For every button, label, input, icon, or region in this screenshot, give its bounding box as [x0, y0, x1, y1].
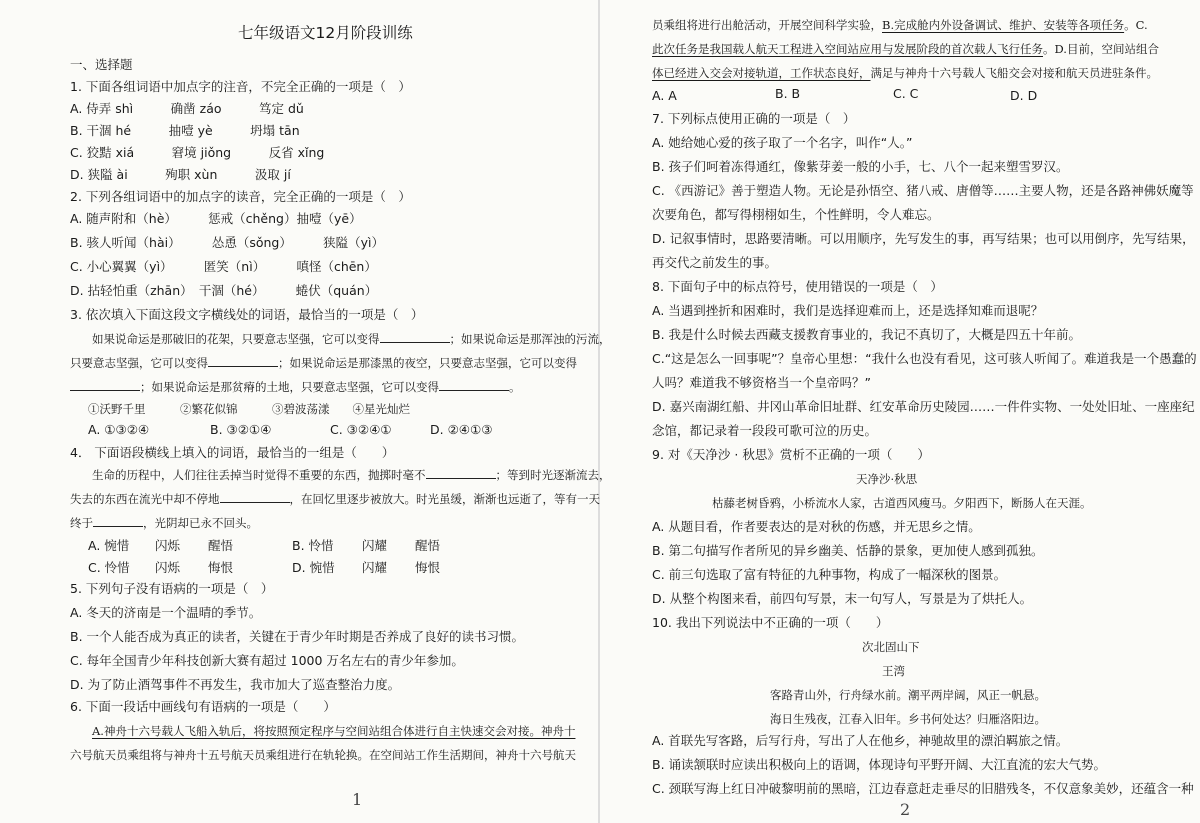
q4-choice: A. 惋惜 — [88, 538, 130, 553]
q3-choice-b: B. ③②①④ — [210, 422, 272, 437]
q2-option-d: D. 拈轻怕重（zhān） 干涸（hé） 蜷伏（quán） — [70, 283, 378, 298]
q4-passage-line: 生命的历程中，人们往往丢掉当时觉得不重要的东西，抛掷时毫不 ；等到时光逐渐流去， — [92, 468, 611, 482]
section-heading: 一、选择题 — [70, 57, 133, 72]
q10-poem-line: 海日生残夜，江春入旧年。乡书何处达？归雁洛阳边。 — [770, 712, 1046, 726]
q6-passage-line: 此次任务是我国载人航天工程进入空间站应用与发展阶段的首次载人飞行任务。D.目前，空间站组合 — [652, 42, 1159, 56]
q4-passage-line: 终于 ，光阴却已永不回头。 — [70, 516, 258, 530]
q10-option-b: B. 诵读颔联时应读出积极向上的语调，体现诗句平野开阔、大江直流的宏大气势。 — [652, 757, 1107, 772]
q8-option-c: C.“这是怎么一回事呢”？皇帝心里想：“我什么也没有看见，这可骇人听闻了。难道我是一个愚蠢的 — [652, 351, 1197, 366]
q4-choice: 闪烁 — [155, 538, 181, 553]
q8-option-a: A. 当遇到挫折和困难时，我们是选择迎难而上，还是选择知难而退呢？ — [652, 303, 1044, 318]
q2-option-c: C. 小心翼翼（yì） 匿笑（nì） 嗔怪（chēn） — [70, 259, 377, 274]
q2-option-a: A. 随声附和（hè） 惩戒（chěng）抽噎（yē） — [70, 211, 362, 226]
q7-option-d-cont: 再交代之前发生的事。 — [652, 255, 778, 270]
q10-option-a: A. 首联先写客路，后写行舟，写出了人在他乡，神驰故里的漂泊羁旅之情。 — [652, 733, 1069, 748]
q9-stem: 9. 对《天净沙 · 秋思》赏析不正确的一项（ ） — [652, 447, 930, 462]
q1-stem: 1. 下面各组词语中加点字的注音，不完全正确的一项是（ ） — [70, 79, 411, 94]
q9-poem-title: 天净沙·秋思 — [856, 472, 918, 486]
q2-option-b: B. 骇人听闻（hài） 怂恿（sǒng） 狭隘（yì） — [70, 235, 384, 250]
q4-choice: 悔恨 — [415, 560, 441, 575]
q3-passage-line: ；如果说命运是那贫瘠的土地，只要意志坚强，它可以变得 。 — [70, 378, 521, 396]
q1-option-a: A. 侍弄 shì 确凿 záo 笃定 dǔ — [70, 101, 304, 116]
q4-choice: 醒悟 — [415, 538, 441, 553]
q5-option-d: D. 为了防止酒驾事件不再发生，我市加大了巡查整治力度。 — [70, 677, 401, 692]
q7-stem: 7. 下列标点使用正确的一项是（ ） — [652, 111, 856, 126]
q4-choice: C. 怜惜 — [88, 560, 130, 575]
q5-option-c: C. 每年全国青少年科技创新大赛有超过 1000 万名左右的青少年参加。 — [70, 653, 464, 668]
q8-option-d: D. 嘉兴南湖红船、井冈山革命旧址群、红安革命历史陵园……一件件实物、一处处旧址、一座座纪 — [652, 399, 1195, 414]
q10-poem-author: 王湾 — [882, 664, 905, 678]
q6-choice-b: B. B — [775, 86, 801, 101]
q8-option-d-cont: 念馆，都记录着一段段可歌可泣的历史。 — [652, 423, 878, 438]
q3-stem: 3. 依次填入下面这段文字横线处的词语，最恰当的一项是（ ） — [70, 307, 424, 322]
q3-choice-d: D. ②④①③ — [430, 422, 493, 437]
q3-choice-c: C. ③②④① — [330, 422, 392, 437]
q6-passage-line: 员乘组将进行出舱活动，开展空间科学实验，B.完成舱内外设备调试、维护、安装等各项任务。C. — [652, 18, 1148, 32]
q6-choice-a: A. A — [652, 88, 677, 103]
q7-option-a: A. 她给她心爱的孩子取了一个名字，叫作“人。” — [652, 135, 913, 150]
q6-passage-line: 六号航天员乘组将与神舟十五号航天员乘组进行在轨轮换。在空间站工作生活期间，神舟十六号航天 — [70, 748, 576, 762]
q2-stem: 2. 下列各组词语中的加点字的读音，完全正确的一项是（ ） — [70, 189, 411, 204]
q10-stem: 10. 我出下列说法中不正确的一项（ ） — [652, 615, 889, 630]
q4-choice: 闪耀 — [362, 560, 388, 575]
q7-option-c-cont: 次要角色，都写得栩栩如生，个性鲜明，令人难忘。 — [652, 207, 940, 222]
q4-choice: B. 怜惜 — [292, 538, 334, 553]
q8-stem: 8. 下面句子中的标点符号，使用错误的一项是（ ） — [652, 279, 943, 294]
page-number: 1 — [352, 790, 363, 809]
q4-choice: 闪烁 — [155, 560, 181, 575]
q1-option-b: B. 干涸 hé 抽噎 yè 坍塌 tān — [70, 123, 300, 138]
q4-passage-line: 失去的东西在流光中却不停地 ，在回忆里逐步被放大。时光虽缓，渐渐也远逝了，等有一天 — [70, 492, 600, 506]
q9-option-b: B. 第二句描写作者所见的异乡幽美、恬静的景象，更加使人感到孤独。 — [652, 543, 1044, 558]
page-number: 2 — [900, 800, 911, 819]
q7-option-b: B. 孩子们呵着冻得通红，像紫芽姜一般的小手，七、八个一起来塑雪罗汉。 — [652, 159, 1069, 174]
q3-passage-line: 只要意志坚强，它可以变得 ；如果说命运是那漆黑的夜空，只要意志坚强，它可以变得 — [70, 356, 577, 370]
q6-choice-c: C. C — [893, 86, 919, 101]
q1-option-c: C. 狡黠 xiá 窘境 jiǒng 反省 xǐng — [70, 145, 325, 160]
q8-option-b: B. 我是什么时候去西藏支援教育事业的，我记不真切了，大概是四五十年前。 — [652, 327, 1082, 342]
q10-poem-title: 次北固山下 — [862, 640, 920, 654]
q10-poem-line: 客路青山外，行舟绿水前。潮平两岸阔，风正一帆悬。 — [770, 688, 1046, 702]
q8-option-c-cont: 人吗？难道我不够资格当一个皇帝吗？” — [652, 375, 871, 390]
q9-option-d: D. 从整个构图来看，前四句写景，末一句写人，写景是为了烘托人。 — [652, 591, 1033, 606]
q6-passage-line: 体已经进入交会对接轨道，工作状态良好，满足与神舟十六号载人飞船交会对接和航天员进驻条件。 — [652, 66, 1158, 80]
q5-stem: 5. 下列句子没有语病的一项是（ ） — [70, 581, 274, 596]
q9-poem: 枯藤老树昏鸦，小桥流水人家，古道西风瘦马。夕阳西下，断肠人在天涯。 — [712, 496, 1092, 510]
q7-option-d: D. 记叙事情时，思路要清晰。可以用顺序，先写发生的事，再写结果；也可以用倒序，先写结果， — [652, 231, 1195, 246]
q4-choice: D. 惋惜 — [292, 560, 335, 575]
q9-option-c: C. 前三句选取了富有特征的九种事物，构成了一幅深秋的图景。 — [652, 567, 1007, 582]
q10-option-c: C. 颈联写海上红日冲破黎明前的黑暗，江边春意赶走垂尽的旧腊残冬，不仅意象美妙，还蕴含一种 — [652, 781, 1194, 796]
q4-choice: 醒悟 — [208, 538, 234, 553]
q6-choice-d: D. D — [1010, 88, 1038, 103]
q1-option-d: D. 狭隘 ài 殉职 xùn 汲取 jí — [70, 167, 291, 182]
q6-passage-line: A.神舟十六号载人飞船入轨后，将按照预定程序与空间站组合体进行自主快速交会对接。神舟十 — [92, 724, 576, 738]
q7-option-c: C. 《西游记》善于塑造人物。无论是孙悟空、猪八戒、唐僧等……主要人物，还是各路神佛妖魔等 — [652, 183, 1194, 198]
q4-choice: 闪耀 — [362, 538, 388, 553]
q3-choice-a: A. ①③②④ — [88, 422, 150, 437]
q4-choice: 悔恨 — [208, 560, 234, 575]
q5-option-a: A. 冬天的济南是一个温晴的季节。 — [70, 605, 262, 620]
right-page — [600, 0, 1200, 823]
page-title: 七年级语文12月阶段训练 — [238, 24, 413, 42]
q9-option-a: A. 从题目看，作者要表达的是对秋的伤感，并无思乡之情。 — [652, 519, 981, 534]
q4-stem: 4． 下面语段横线上填入的词语，最恰当的一组是（ ） — [70, 445, 395, 460]
q3-options: ①沃野千里 ②繁花似锦 ③碧波荡漾 ④星光灿烂 — [88, 402, 410, 416]
q5-option-b: B. 一个人能否成为真正的读者，关键在于青少年时期是否养成了良好的读书习惯。 — [70, 629, 525, 644]
q6-stem: 6. 下面一段话中画线句有语病的一项是（ ） — [70, 699, 336, 714]
q3-passage-line: 如果说命运是那破旧的花架，只要意志坚强，它可以变得 ；如果说命运是那浑浊的污流， — [92, 332, 611, 346]
